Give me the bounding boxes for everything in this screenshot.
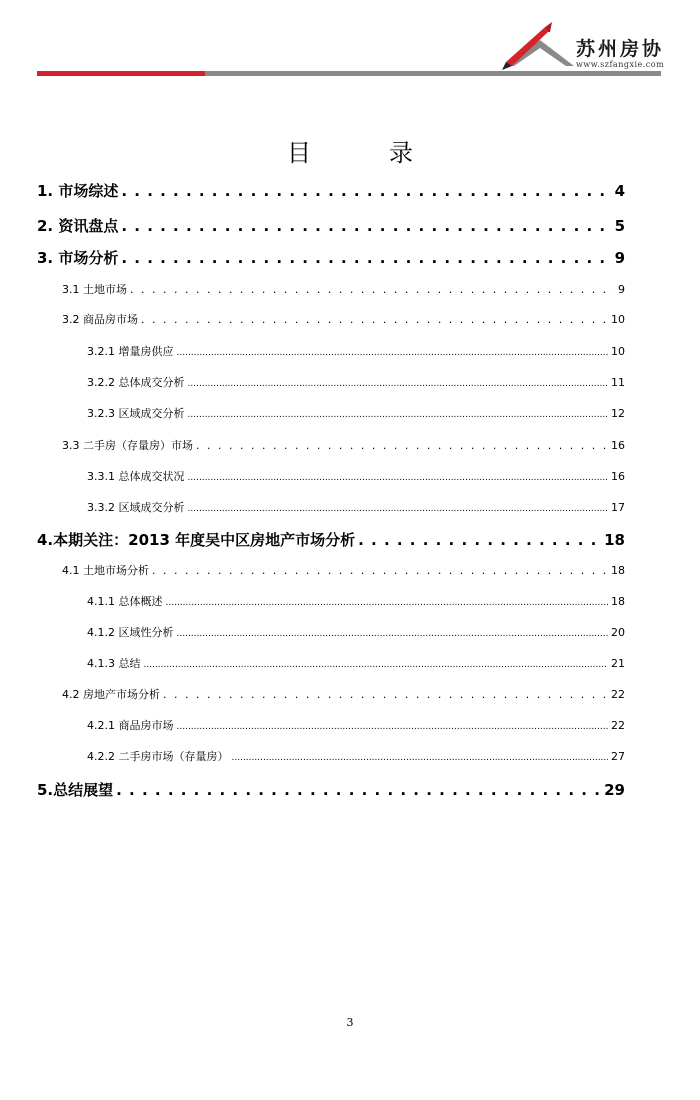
toc-page: 16	[611, 439, 625, 452]
toc-leader	[188, 501, 609, 514]
toc-label: 5.总结展望	[37, 781, 114, 799]
logo	[500, 22, 670, 74]
toc-entry-3-2-1[interactable]	[87, 343, 625, 359]
toc-page: 17	[611, 501, 625, 514]
toc-page: 9	[614, 249, 625, 267]
header-line-red	[37, 71, 205, 76]
toc-leader	[121, 217, 611, 235]
toc-entry-3-1[interactable]	[62, 281, 625, 297]
toc-label: 3.2.1 增量房供应	[87, 345, 174, 358]
toc-title-char-1: 目	[287, 139, 311, 167]
toc-label: 3.2 商品房市场	[62, 313, 138, 326]
toc-label: 4.1 土地市场分析	[62, 564, 149, 577]
toc-page: 12	[611, 407, 625, 420]
toc-page: 11	[611, 376, 625, 389]
toc-page: 22	[611, 719, 625, 732]
toc-entry-3-3-1[interactable]	[87, 468, 625, 484]
toc-label: 4.2 房地产市场分析	[62, 688, 160, 701]
toc-leader	[188, 376, 609, 389]
toc-entry-5[interactable]	[37, 779, 625, 800]
toc-page: 5	[614, 217, 625, 235]
toc-leader	[163, 688, 608, 701]
toc-page: 9	[618, 283, 625, 296]
toc-page: 27	[611, 750, 625, 763]
toc-entry-4-1-3[interactable]	[87, 655, 625, 671]
toc-page: 29	[604, 781, 625, 799]
toc-leader	[121, 249, 611, 267]
toc-leader	[358, 531, 601, 549]
toc-entry-3-2-2[interactable]	[87, 374, 625, 390]
toc-entry-3[interactable]	[37, 247, 625, 268]
footer-page-number: 3	[346, 1016, 354, 1029]
toc-leader	[177, 626, 609, 639]
toc-title-char-2: 录	[389, 139, 413, 167]
toc-leader	[196, 439, 608, 452]
toc-page: 18	[611, 595, 625, 608]
toc-leader	[144, 657, 609, 670]
toc-label: 4.1.2 区域性分析	[87, 626, 174, 639]
toc-entry-3-3-2[interactable]	[87, 499, 625, 515]
toc-leader	[121, 182, 611, 200]
toc-leader	[177, 345, 609, 358]
pen-roof-logo-icon	[500, 22, 574, 72]
toc-entry-4-1[interactable]	[62, 562, 625, 578]
toc-label: 3.1 土地市场	[62, 283, 127, 296]
toc-page: 22	[611, 688, 625, 701]
toc-leader	[188, 407, 609, 420]
toc-entry-4-2-1[interactable]	[87, 717, 625, 733]
toc-leader	[130, 283, 615, 296]
toc-entry-3-2-3[interactable]	[87, 405, 625, 421]
header-line-gray	[205, 71, 661, 76]
toc-page: 18	[611, 564, 625, 577]
toc-label: 3.3.1 总体成交状况	[87, 470, 185, 483]
toc-entry-1[interactable]	[37, 180, 625, 201]
toc-label: 1. 市场综述	[37, 182, 119, 200]
toc-label: 4.1.1 总体概述	[87, 595, 163, 608]
toc-entry-4[interactable]	[37, 529, 625, 550]
toc-page: 4	[614, 182, 625, 200]
toc-entry-4-2[interactable]	[62, 686, 625, 702]
toc-label: 4.2.1 商品房市场	[87, 719, 174, 732]
toc-label: 3.3 二手房（存量房）市场	[62, 439, 193, 452]
toc-label: 3.3.2 区域成交分析	[87, 501, 185, 514]
toc-page: 20	[611, 626, 625, 639]
toc-page: 21	[611, 657, 625, 670]
toc-label: 4.1.3 总结	[87, 657, 141, 670]
toc-leader	[177, 719, 609, 732]
toc-title	[0, 133, 700, 168]
toc-label: 2. 资讯盘点	[37, 217, 119, 235]
toc-label: 4.本期关注：2013 年度吴中区房地产市场分析	[37, 531, 356, 549]
toc-leader	[152, 564, 608, 577]
toc-leader	[141, 313, 608, 326]
toc-entry-3-3[interactable]	[62, 437, 625, 453]
toc-leader	[116, 781, 601, 799]
toc-label: 3.2.2 总体成交分析	[87, 376, 185, 389]
toc-page: 16	[611, 470, 625, 483]
toc-page: 18	[604, 531, 625, 549]
toc-entry-2[interactable]	[37, 215, 625, 236]
toc-leader	[166, 595, 609, 608]
toc-page: 10	[611, 313, 625, 326]
toc-entry-4-1-2[interactable]	[87, 624, 625, 640]
toc-entry-4-2-2[interactable]	[87, 748, 625, 764]
logo-url: www.szfangxie.com	[576, 60, 665, 69]
toc-entry-3-2[interactable]	[62, 311, 625, 327]
toc-label: 3. 市场分析	[37, 249, 119, 267]
toc-entry-4-1-1[interactable]	[87, 593, 625, 609]
toc-leader	[188, 470, 609, 483]
toc-page: 10	[611, 345, 625, 358]
toc-label: 3.2.3 区域成交分析	[87, 407, 185, 420]
toc-leader	[232, 750, 609, 763]
toc-label: 4.2.2 二手房市场（存量房）	[87, 750, 229, 763]
logo-name: 苏州房协	[576, 38, 665, 60]
